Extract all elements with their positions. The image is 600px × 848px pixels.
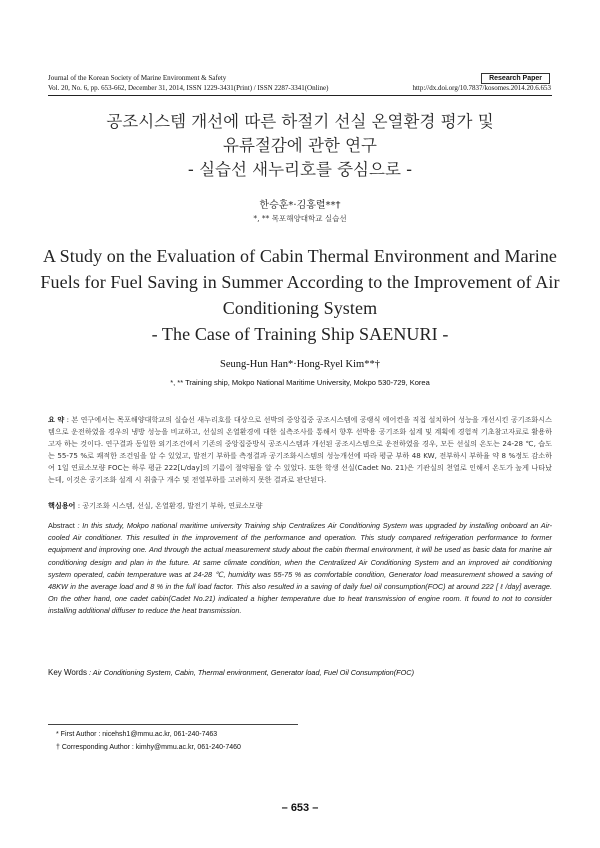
korean-title-line-1: 공조시스템 개선에 따른 하절기 선실 온열환경 평가 및 (106, 112, 494, 131)
volume-info: Vol. 20, No. 6, pp. 653-662, December 31, 2014, ISSN 1229-3431(Print) / ISSN 2287-3341(Online) (48, 84, 329, 92)
korean-abstract-label: 요 약 (48, 415, 65, 424)
korean-keywords-text: : 공기조화 시스템, 선실, 온열환경, 발전기 부하, 연료소모량 (77, 501, 263, 510)
english-abstract (48, 520, 552, 618)
footnote-first-author: * First Author : nicehsh1@mmu.ac.kr, 061-240-7463 (56, 731, 218, 738)
korean-keywords-label: 핵심용어 (48, 501, 76, 510)
korean-keywords (48, 500, 552, 512)
english-authors: Seung-Hun Han*·Hong-Ryel Kim**† (220, 359, 380, 370)
english-abstract-label: Abstract (48, 521, 75, 530)
journal-name: Journal of the Korean Society of Marine Environment & Safety (48, 74, 227, 82)
footnote-rule (48, 724, 298, 725)
footnote-corresponding-author: † Corresponding Author : kimhy@mmu.ac.kr, 061-240-7460 (56, 744, 241, 751)
english-abstract-text: : In this study, Mokpo national maritime university Training ship Centralizes Air Conditioning System was upgraded by installing onboard an Air-cooled Air conditioner. This resulted in the improvement of the performance and operation. This study compared refrigeration performance to former equipment and improving one. And through the actual measurement study about the cabin thermal environment, it will be used as basic data for marine air conditioning design and plan in the future. At same climate condition, when the Centralized Air Conditioning System and an improved air conditioning system operated, cabin temperature was at 24-28 ℃, humidity was 55-75 % as comfortable condition, Generator load measurement showed a saving of 48KW in the average load and 8 % in the full load factor. This also resulted in a saving of daily fuel oil consumption(FOC) at around 222 [ ℓ /day] average. On the other hand, one cadet cabin(Cadet No.21) indicated a higher temperature due to heat transmission of engine room. It found to not to consider installing additional diffuser to reduce the heat transmission. (48, 521, 552, 616)
doi-link[interactable]: http://dx.doi.org/10.7837/kosomes.2014.20.6.653 (412, 84, 551, 92)
korean-affiliation: *, ** 목포해양대학교 실습선 (253, 214, 347, 223)
english-title-line-2: Fuels for Fuel Saving in Summer According to the Improvement of Air (40, 272, 560, 292)
english-keywords (48, 668, 552, 677)
korean-abstract (48, 414, 552, 485)
english-affiliation: *, ** Training ship, Mokpo National Maritime University, Mokpo 530-729, Korea (170, 378, 430, 387)
english-keywords-text: : Air Conditioning System, Cabin, Thermal environment, Generator load, Fuel Oil Consumption(FOC) (89, 668, 414, 677)
korean-abstract-text: : 본 연구에서는 목포해양대학교의 실습선 새누리호를 대상으로 선박의 중앙집중 공조시스템에 공랭식 에어컨을 직접 설치하여 성능을 개선시킨 공기조화시스템으로 운전하였을 경우의 냉방 성능을 비교하고, 선실의 온열환경에 대한 실측조사를 통해서 향후 선박용 공기조화 설계 및 계획에 경험적 기초참고자료로 활용하고자 하는 것이다. 연구결과 동일한 외기조건에서 기존의 중앙집중방식 공조시스템과 개선된 공조시스템으로 운전하였을 경우, 모든 선실의 온도는 24-28 ℃, 습도는 55-75 %로 쾌적한 조건임을 알 수 있었고, 발전기 부하를 측정결과 공기조화시스템의 성능개선에 따라 평균 부하 48 KW, 전부하시 부하율 약 8 %정도 감소하여 1일 연료소모량 FOC는 하루 평균 222[L/day]의 기름이 절약됨을 알 수 있었다. 또한 학생 선실(Cadet No. 21)은 기관실의 천열로 인해서 온도가 높게 나타났는데, 이것은 공기조화 설계 시 취출구 개수 및 전열부하를 고려하지 못한 결과로 판단된다. (48, 415, 552, 484)
research-paper-badge: Research Paper (481, 73, 550, 84)
korean-title-line-2: 유류절감에 관한 연구 (223, 136, 377, 155)
korean-authors: 한승훈*·김홍렬**† (259, 200, 341, 211)
english-keywords-label: Key Words (48, 668, 87, 677)
page-number: – 653 – (281, 802, 319, 814)
header-rule (48, 95, 552, 96)
english-title-line-3: Conditioning System (222, 298, 378, 318)
korean-title-line-3: - 실습선 새누리호를 중심으로 - (187, 160, 413, 179)
english-title-line-4: - The Case of Training Ship SAENURI - (151, 324, 449, 344)
english-title-line-1: A Study on the Evaluation of Cabin Thermal Environment and Marine (42, 246, 558, 266)
